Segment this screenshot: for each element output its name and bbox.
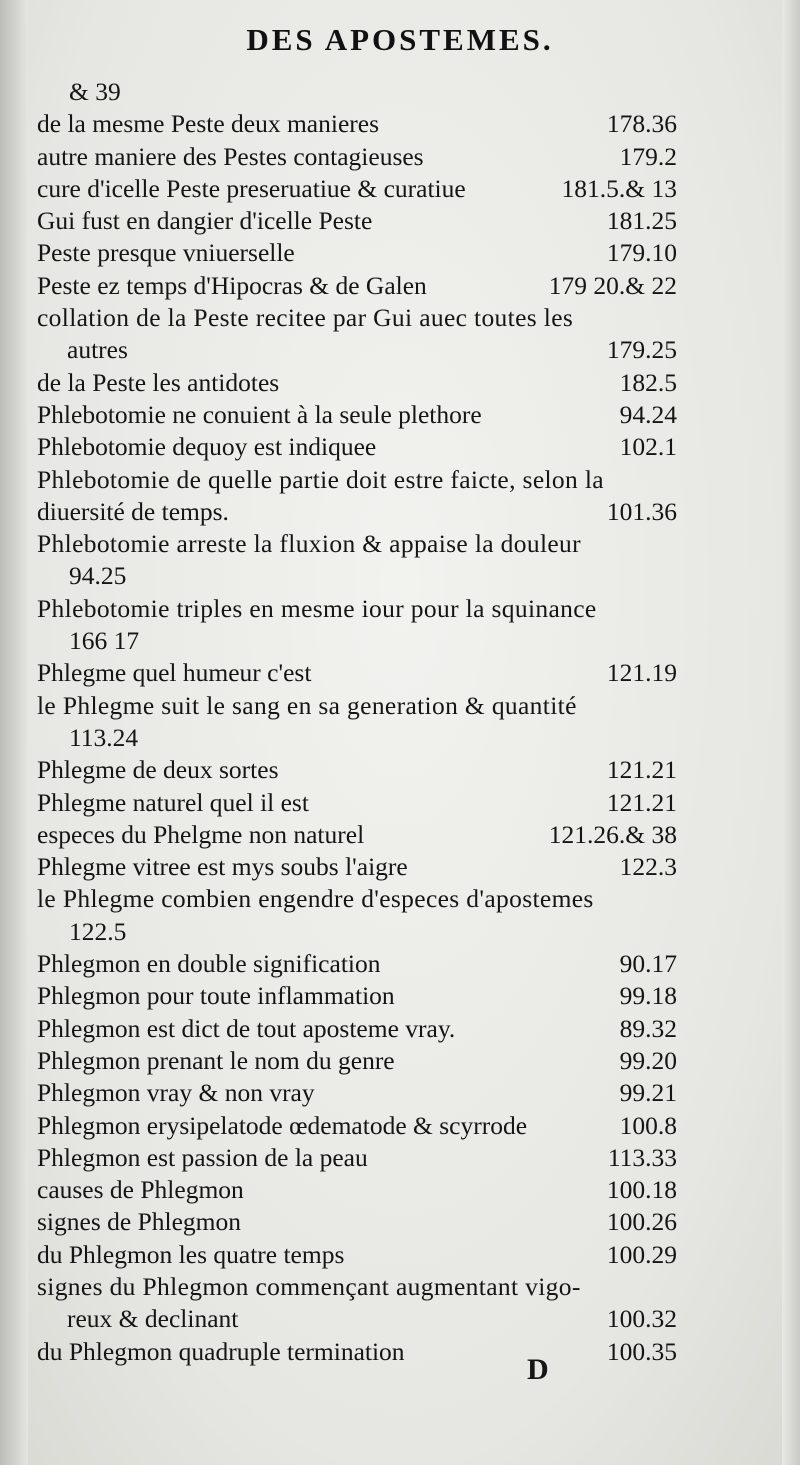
entry-reference: 100.8 (619, 1110, 677, 1140)
entry-term: Phlegme vitree est mys soubs l'aigre (37, 852, 408, 882)
entry-term: Peste ez temps d'Hipocras & de Galen (37, 270, 427, 300)
entry-term: Phlegmon est dict de tout aposteme vray. (37, 1013, 456, 1043)
entry-term: 166 17 (69, 626, 140, 656)
entry-reference: 100.35 (606, 1336, 677, 1366)
index-entry (37, 141, 677, 173)
index-entry (37, 883, 677, 915)
entry-term: reux & declinant (67, 1304, 239, 1334)
entry-term: le Phlegme combien engendre d'especes d'apostemes (37, 884, 594, 914)
entry-term: Phlebotomie de quelle partie doit estre faicte, selon la (37, 464, 604, 494)
entry-term: diuersité de temps. (37, 496, 229, 526)
entry-term: Phlegme naturel quel il est (37, 787, 309, 817)
index-entry (37, 1110, 677, 1142)
index-entry (37, 334, 677, 366)
index-entry (37, 787, 677, 819)
entry-reference: 122.3 (619, 852, 677, 882)
index-entry (37, 464, 677, 496)
entry-term: Phlegmon est passion de la peau (37, 1142, 368, 1172)
entry-term: signes du Phlegmon commençant augmentant vigo- (37, 1271, 581, 1301)
entry-term: 113.24 (69, 722, 139, 752)
index-entry (37, 1013, 677, 1045)
entry-reference: 181.5.& 13 (561, 173, 677, 203)
entry-reference: 121.21 (606, 755, 677, 785)
entry-term: Phlebotomie triples en mesme iour pour la squinance (37, 593, 597, 623)
index-entry (37, 173, 677, 205)
entry-reference: 99.20 (619, 1045, 677, 1075)
index-entry (37, 496, 677, 528)
index-entry (37, 302, 677, 334)
index-entry (37, 431, 677, 463)
entry-reference: 121.21 (606, 787, 677, 817)
entry-reference: 182.5 (619, 367, 677, 397)
entry-term: Peste presque vniuerselle (37, 238, 295, 268)
index-entry (37, 528, 677, 560)
entry-reference: 100.29 (606, 1239, 677, 1269)
index-entry (37, 367, 677, 399)
entry-term: especes du Phelgme non naturel (37, 819, 365, 849)
index-entry (37, 205, 677, 237)
entry-term: le Phlegme suit le sang en sa generation & quantité (37, 690, 577, 720)
entry-reference: 100.26 (606, 1207, 677, 1237)
entry-reference: 99.18 (619, 981, 677, 1011)
signature-mark: D (527, 1353, 549, 1386)
entry-term: autre maniere des Pestes contagieuses (37, 141, 424, 171)
entry-reference: 113.33 (607, 1142, 677, 1172)
index-entries (37, 76, 677, 1368)
entry-reference: 121.19 (606, 658, 677, 688)
entry-term: de la mesme Peste deux manieres (37, 109, 380, 139)
entry-term: collation de la Peste recitee par Gui auec toutes les (37, 303, 574, 333)
index-entry (37, 108, 677, 140)
index-entry (37, 980, 677, 1012)
index-entry (37, 237, 677, 269)
entry-term: Phlegme de deux sortes (37, 755, 279, 785)
index-entry (37, 1239, 677, 1271)
entry-term: signes de Phlegmon (37, 1207, 241, 1237)
index-entry (37, 1271, 677, 1303)
entry-term: Phlegme quel humeur c'est (37, 658, 312, 688)
index-entry (37, 1336, 677, 1368)
index-entry (37, 560, 677, 592)
index-entry (37, 270, 677, 302)
entry-term: 94.25 (69, 561, 127, 591)
index-entry (37, 1045, 677, 1077)
index-entry (37, 916, 677, 948)
entry-term: Gui fust en dangier d'icelle Peste (37, 206, 373, 236)
index-entry (37, 1206, 677, 1238)
entry-term: Phlegmon vray & non vray (37, 1078, 315, 1108)
index-entry (37, 1077, 677, 1109)
index-entry (37, 1142, 677, 1174)
index-entry (37, 1303, 677, 1335)
entry-reference: 178.36 (606, 109, 677, 139)
entry-term: Phlebotomie dequoy est indiquee (37, 432, 377, 462)
entry-reference: 101.36 (606, 496, 677, 526)
entry-term: autres (67, 335, 128, 365)
index-entry (37, 593, 677, 625)
index-entry (37, 657, 677, 689)
index-entry (37, 819, 677, 851)
entry-reference: 94.24 (619, 399, 677, 429)
entry-term: Phlegmon en double signification (37, 949, 381, 979)
entry-term: de la Peste les antidotes (37, 367, 280, 397)
entry-term: du Phlegmon les quatre temps (37, 1239, 345, 1269)
entry-term: Phlegmon erysipelatode œdematode & scyrrode (37, 1110, 528, 1140)
entry-reference: 90.17 (619, 949, 677, 979)
index-entry (37, 625, 677, 657)
entry-reference: 100.32 (606, 1304, 677, 1334)
entry-term: & 39 (69, 77, 121, 106)
entry-term: Phlebotomie ne conuient à la seule plethore (37, 399, 482, 429)
entry-reference: 179.2 (619, 141, 677, 171)
index-entry (37, 690, 677, 722)
index-entry (37, 1174, 677, 1206)
entry-reference: 99.21 (619, 1078, 677, 1108)
index-entry (37, 76, 677, 108)
entry-reference: 181.25 (606, 206, 677, 236)
index-entry (37, 851, 677, 883)
entry-reference: 89.32 (619, 1013, 677, 1043)
entry-term: 122.5 (69, 916, 127, 946)
index-entry (37, 948, 677, 980)
entry-term: Phlegmon prenant le nom du genre (37, 1045, 395, 1075)
entry-reference: 100.18 (606, 1175, 677, 1205)
entry-term: cure d'icelle Peste preseruatiue & curatiue (37, 173, 466, 203)
entry-term: Phlebotomie arreste la fluxion & appaise la douleur (37, 529, 581, 559)
entry-reference: 102.1 (619, 432, 677, 462)
entry-reference: 179.10 (606, 238, 677, 268)
index-entry (37, 722, 677, 754)
entry-term: Phlegmon pour toute inflammation (37, 981, 395, 1011)
entry-reference: 179 20.& 22 (548, 270, 677, 300)
entry-term: causes de Phlegmon (37, 1175, 244, 1205)
running-header: DES APOSTEMES. (246, 22, 554, 57)
index-entry (37, 399, 677, 431)
entry-reference: 179.25 (606, 335, 677, 365)
entry-term: du Phlegmon quadruple termination (37, 1336, 405, 1366)
entry-reference: 121.26.& 38 (548, 819, 677, 849)
index-entry (37, 754, 677, 786)
